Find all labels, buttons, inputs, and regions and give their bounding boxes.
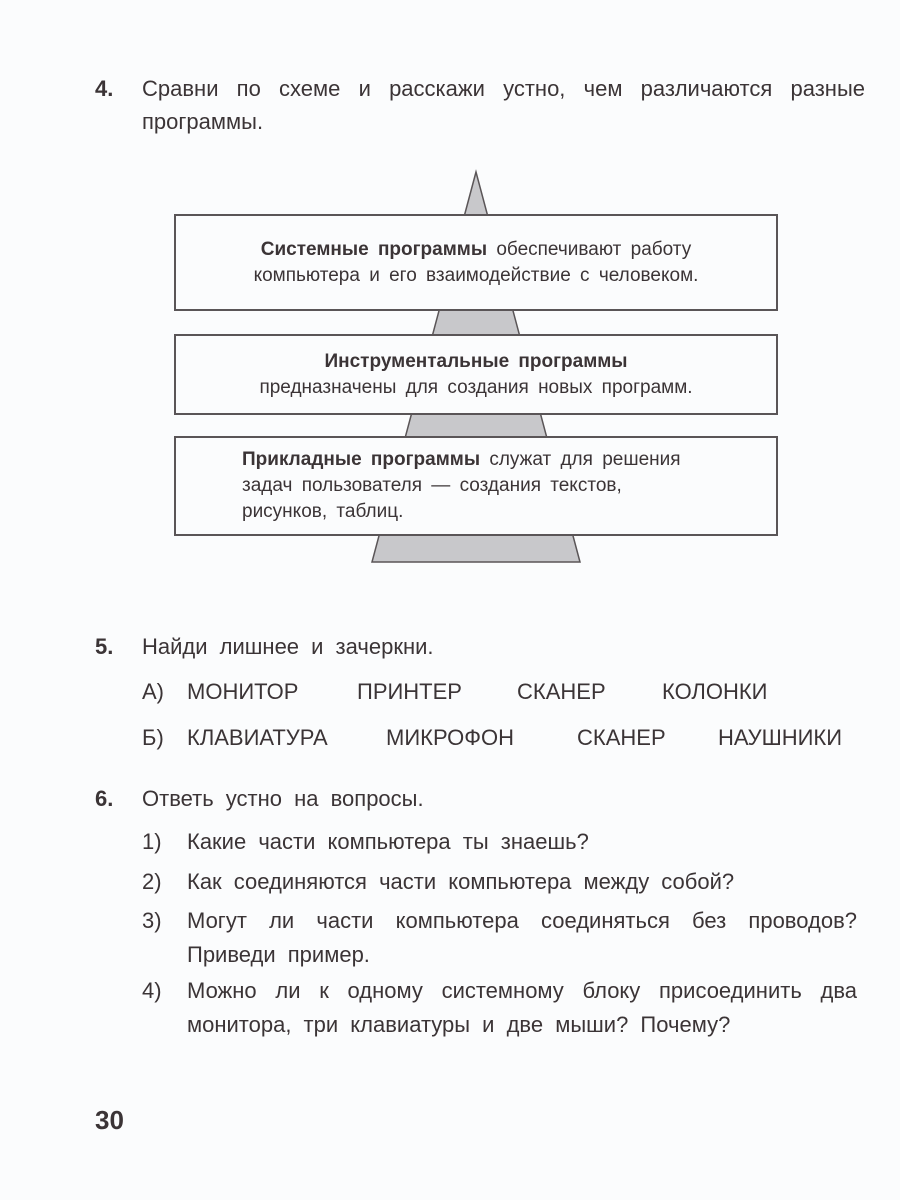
- box-title: Инструментальные программы: [324, 350, 628, 372]
- question-number: 3): [142, 908, 162, 933]
- question-number: 2): [142, 869, 162, 894]
- task-number: 4.: [95, 76, 114, 101]
- pyramid-box-system: [174, 214, 778, 311]
- pyramid-box-tools: [174, 334, 778, 415]
- question-item: [142, 865, 857, 899]
- row-label: А): [142, 679, 164, 704]
- word-item[interactable]: МИКРОФОН: [386, 725, 514, 750]
- box-text: служат для решения задач пользователя — создания текстов, рисунков, таблиц.: [242, 449, 681, 522]
- page-number: 30: [95, 1105, 124, 1135]
- task-instruction: Сравни по схеме и расскажи устно, чем различаются разные программы.: [142, 76, 865, 134]
- task-number: 5.: [95, 634, 114, 659]
- task-6: [95, 782, 865, 1037]
- task-instruction: Найди лишнее и зачеркни.: [142, 634, 434, 659]
- row-label: Б): [142, 725, 164, 750]
- box-text: предназначены для создания новых программ.: [259, 376, 693, 398]
- question-text: Можно ли к одному системному блоку присоединить два монитора, три клавиатуры и две мыши? Почему?: [187, 978, 857, 1037]
- box-title: Системные программы: [260, 238, 488, 260]
- question-number: 4): [142, 978, 162, 1003]
- word-item[interactable]: КЛАВИАТУРА: [187, 725, 328, 750]
- task-5: [95, 630, 875, 750]
- task-number: 6.: [95, 786, 114, 811]
- question-text: Как соединяются части компьютера между собой?: [187, 869, 735, 894]
- question-text: Могут ли части компьютера соединяться без проводов? Приведи пример.: [187, 908, 857, 967]
- question-item: [142, 825, 857, 859]
- word-item[interactable]: КОЛОНКИ: [662, 679, 768, 704]
- question-item: [142, 904, 857, 972]
- word-item[interactable]: СКАНЕР: [577, 725, 666, 750]
- question-text: Какие части компьютера ты знаешь?: [187, 829, 589, 854]
- box-title: Прикладные программы: [242, 449, 481, 470]
- task-instruction: Ответь устно на вопросы.: [142, 786, 424, 811]
- question-item: [142, 974, 857, 1042]
- word-item[interactable]: МОНИТОР: [187, 679, 299, 704]
- box-text: обеспечивают работу компьютера и его взаимодействие с человеком.: [253, 238, 699, 286]
- word-item[interactable]: ПРИНТЕР: [357, 679, 462, 704]
- word-item[interactable]: НАУШНИКИ: [718, 725, 843, 750]
- pyramid-box-applied: [174, 436, 778, 536]
- word-item[interactable]: СКАНЕР: [517, 679, 606, 704]
- question-number: 1): [142, 829, 162, 854]
